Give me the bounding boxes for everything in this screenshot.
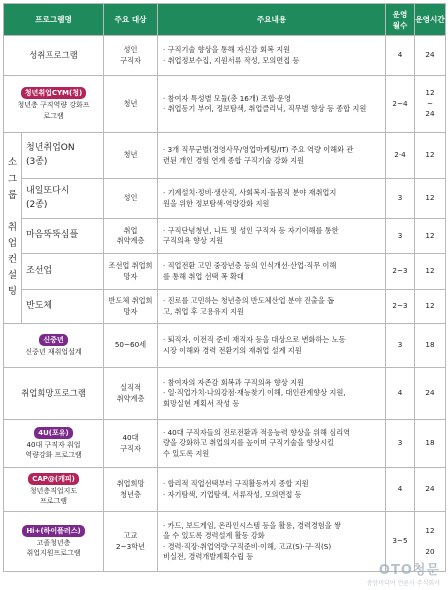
target-cell: 성인 [104,179,158,219]
months-cell: 4 [386,368,415,420]
months-cell: 2~3 [386,254,415,290]
watermark-logo: OTO청문 중앙미디어 언론사 주식회사 [366,563,440,587]
content-cell: · 진로를 고민하는 청년층의 반도체산업 분야 진출을 돕 고, 취업 후 고용유지 지원 [158,290,386,324]
content-cell: · 3개 직무군별(경영사무/영업마케팅/IT) 주요 역량 이해와 관 련된 개인 경험 연계 종합 구직기술 강화 지원 [158,133,386,179]
months-cell: 2·4 [386,133,415,179]
program-name: 청년취업CYM(청) 청년층 구직역량 강화프 로그램 [4,76,104,133]
hours-cell: 12 20 [415,512,446,572]
program-name: 성취프로그램 [4,36,104,76]
program-badge: Hi+(하이플러스) [22,525,84,537]
content-cell: · 참여자 특성별 모듈(총 16개) 조합·운영 · 취업동기 부여, 정보탐색, 취업클리닉, 직무별 향상 등 종합 지원 [158,76,386,133]
table-row [4,219,446,254]
table-header-row [4,4,446,36]
col-target: 주요 대상 [104,4,158,36]
col-hours: 운영시간 [415,4,446,36]
hours-cell: 12 ~ 24 [415,76,446,133]
content-cell: · 기계설치·정비·생산직, 사회복지·돌봄직 분야 재취업지 원을 위한 정보탐색·역량강화 지원 [158,179,386,219]
hours-cell: 24 [415,468,446,512]
months-cell: 3~5 [386,512,415,572]
table-row [4,420,446,468]
hours-cell: 12 [415,254,446,290]
content-cell: · 구직단념청년, 니트 및 성인 구직자 등 자기이해를 통한 구직의욕 향상 지원 [158,219,386,254]
months-cell: 3 [386,324,415,368]
col-program: 프로그램명 [4,4,104,36]
target-cell: 취업희망 청년층 [104,468,158,512]
program-name: 조선업 [22,254,104,290]
table-row [4,133,446,179]
target-cell: 성인 구직자 [104,36,158,76]
group-label-small-group-consulting: 소 그 룹 취 업 컨 설 팅 [4,133,22,324]
table-row [4,368,446,420]
program-name: 반도체 [22,290,104,324]
target-cell: 실직적 취약계층 [104,368,158,420]
target-cell: 반도체 취업희 망자 [104,290,158,324]
program-name: 신중년 신중년 재취업설계 [4,324,104,368]
program-name: 내일또다시 (2종) [22,179,104,219]
target-cell: 청년 [104,76,158,133]
months-cell: 3 [386,179,415,219]
months-cell: 4 [386,36,415,76]
program-badge: 청년취업CYM(청) [21,87,86,99]
program-name: 마음뚝뚝심플 [22,219,104,254]
table-row [4,179,446,219]
table-row [4,254,446,290]
content-cell: · 참여자의 자존감 회복과 구직의욕 향상 지원 · 일·직업가치·나의강점·재능찾기 이해, 대인관계향상 지원, 회망실현 계획서 작성 등 [158,368,386,420]
hours-cell: 24 [415,36,446,76]
content-cell: · 합리적 직업선택부터 구직활동까지 종합 지원 · 자기탐색, 기업탐색, 서류작성, 모의면접 등 [158,468,386,512]
program-badge: 4U(포유) [34,427,72,439]
target-cell: 40대 구직자 [104,420,158,468]
program-badge: CAP@(캐피) [28,473,79,485]
months-cell: 4 [386,468,415,512]
program-badge: 신중년 [39,334,67,346]
table-row [4,76,446,133]
content-cell: · 직업전환 고민 중장년층 등의 인식개선·산업·직무 이해 를 통해 취업 선택 폭 확대 [158,254,386,290]
hours-cell: 12 [415,179,446,219]
col-months: 운영 월수 [386,4,415,36]
hours-cell: 12 [415,219,446,254]
months-cell: 3 [386,420,415,468]
target-cell: 조선업 취업희 망자 [104,254,158,290]
program-name: Hi+(하이플러스) 고졸청년층 취업지원프로그램 [4,512,104,572]
content-cell: · 카드, 보드게임, 온라인시스템 등을 활용, 경력경험을 쌓 을 수 있도록 경력설계 활동 강화 · 경력·직장·취업역량·구직준비·이해, 고교(S)·구·직(S) 비실전, 경력개발계획수립 등 [158,512,386,572]
program-name: 청년취업ON (3종) [22,133,104,179]
program-name: CAP@(캐피) 청년층직업지도 프로그램 [4,468,104,512]
table-row [4,468,446,512]
table-row [4,36,446,76]
hours-cell: 12 [415,133,446,179]
months-cell: 2~4 [386,76,415,133]
content-cell: · 퇴직자, 이전직 준비 재직자 등을 대상으로 변화하는 노동 시장 이해와 경력 전환기의 재취업 설계 지원 [158,324,386,368]
program-name: 4U(포유) 40대 구직자 취업 역량강화 프로그램 [4,420,104,468]
program-name: 취업희망프로그램 [4,368,104,420]
content-cell: · 40대 구직자들의 진로전환과 적응능력 향상을 위해 심리역 량을 강화하고 취업의지를 높이며 구직기술을 향상시킬 수 있도록 지원 [158,420,386,468]
target-cell: 고교 2~3학년 [104,512,158,572]
target-cell: 청년 [104,133,158,179]
hours-cell: 18 [415,420,446,468]
months-cell: 2~3 [386,290,415,324]
table-row [4,290,446,324]
content-cell: · 구직기술 향상을 통해 자신감 회복 지원 · 취업정보수집, 지원서류 작성, 모의면접 등 [158,36,386,76]
table-row [4,324,446,368]
col-content: 주요내용 [158,4,386,36]
months-cell: 3 [386,219,415,254]
hours-cell: 18 [415,324,446,368]
target-cell: 50~60세 [104,324,158,368]
program-table [3,3,446,572]
target-cell: 취업 취약계층 [104,219,158,254]
hours-cell: 12 [415,290,446,324]
hours-cell: 24 [415,368,446,420]
